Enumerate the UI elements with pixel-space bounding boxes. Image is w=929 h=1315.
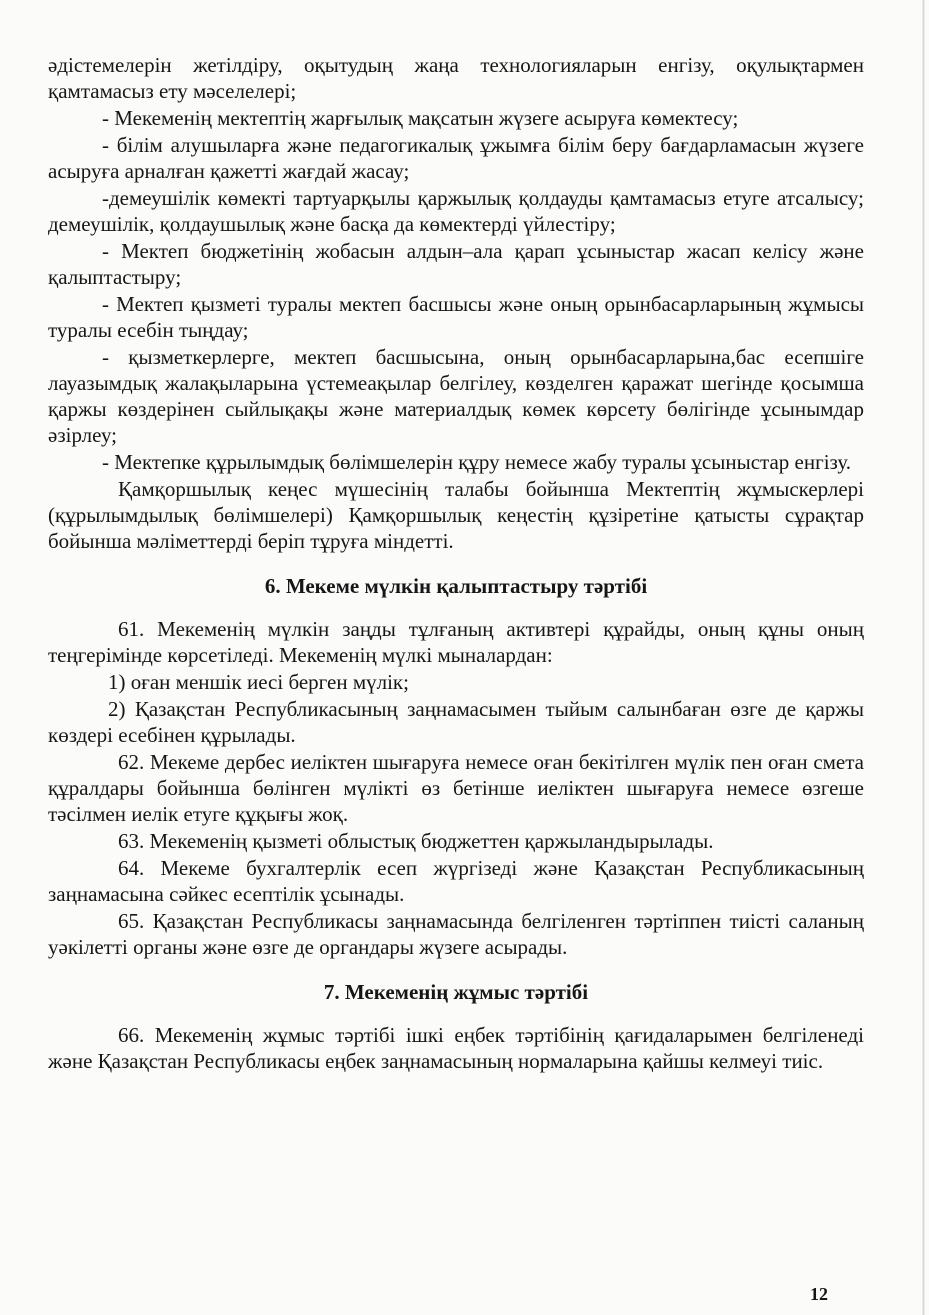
list-item-budget: - Мектеп бюджетінің жобасын алдын–ала қарап ұсыныстар жасап келісу және қалыптастыру; bbox=[48, 239, 864, 289]
clause-65: 65. Қазақстан Республикасы заңнамасында белгіленген тәртіппен тиісті саланың уәкілетті органы және өзге де органдары жүзеге асырады. bbox=[48, 909, 864, 959]
clause-64: 64. Мекеме бухгалтерлік есеп жүргізеді және Қазақстан Республикасының заңнамасына сәйкес есептілік ұсынады. bbox=[48, 856, 864, 906]
list-item-sponsorship: -демеушілік көмекті тартуарқылы қаржылық қолдауды қамтамасыз етуге атсалысу; демеушілік, қолдаушылық және басқа да көмектерді үйлестіру; bbox=[48, 186, 864, 236]
list-item-report: - Мектеп қызметі туралы мектеп басшысы және оның орынбасарларының жұмысы туралы есебін тыңдау; bbox=[48, 292, 864, 342]
page-edge-shadow bbox=[922, 0, 925, 1315]
clause-61-item-1: 1) оған меншік иесі берген мүлік; bbox=[108, 670, 409, 694]
list-item-conditions: - білім алушыларға және педагогикалық ұжымға білім беру бағдарламасын жүзеге асыруға арналған қажетті жағдай жасау; bbox=[48, 133, 864, 183]
page-number: 12 bbox=[810, 1284, 828, 1304]
clause-63: 63. Мекеменің қызметі облыстық бюджеттен қаржыландырылады. bbox=[118, 829, 714, 853]
clause-61-item-2: 2) Қазақстан Республикасының заңнамасымен тыйым салынбаған өзге де қаржы көздері есебінен құрылады. bbox=[48, 697, 864, 747]
paragraph-continuation: әдістемелерін жетілдіру, оқытудың жаңа технологияларын енгізу, оқулықтармен қамтамасыз ету мәселелері; bbox=[48, 53, 864, 103]
list-item-salary: - қызметкерлерге, мектеп басшысына, оның орынбасарларына,бас есепшіге лауазымдық жалақыларына үстемеақылар белгілеу, көзделген қаражат шегінде қосымша қаржы көздерінен сыйлықақы және материалдық көмек көрсету бөлігінде ұсынымдар әзірлеу; bbox=[48, 345, 864, 447]
paragraph-trustee-board: Қамқоршылық кеңес мүшесінің талабы бойынша Мектептің жұмыскерлері (құрылымдылық бөлімшелері) Қамқоршылық кеңестің құзіретіне қатысты сұрақтар бойынша мәліметтерді беріп тұруға міндетті. bbox=[48, 477, 864, 553]
clause-66: 66. Мекеменің жұмыс тәртібі ішкі еңбек тәртібінің қағидаларымен белгіленеді және Қазақстан Республикасы еңбек заңнамасының нормаларына қайшы келмеуі тиіс. bbox=[48, 1023, 864, 1073]
clause-61: 61. Мекеменің мүлкін заңды тұлғаның активтері құрайды, оның құны оның теңгерімінде көрсетіледі. Мекеменің мүлкі мыналардан: bbox=[48, 617, 864, 667]
section-7-heading: 7. Мекеменің жұмыс тәртібі bbox=[323, 980, 589, 1004]
clause-62: 62. Мекеме дербес иеліктен шығаруға немесе оған бекітілген мүлік пен оған смета құралдары бойынша бөлінген мүлікті өз бетінше иеліктен шығаруға немесе өзгеше тәсілмен иелік етуге құқығы жоқ. bbox=[48, 750, 864, 826]
section-6-heading: 6. Мекеме мүлкін қалыптастыру тәртібі bbox=[264, 574, 648, 598]
document-body bbox=[48, 52, 864, 1075]
list-item-structure: - Мектепке құрылымдық бөлімшелерін құру немесе жабу туралы ұсыныстар енгізу. bbox=[102, 450, 852, 474]
list-item-charter-goal: - Мекеменің мектептің жарғылық мақсатын жүзеге асыруға көмектесу; bbox=[102, 106, 739, 130]
